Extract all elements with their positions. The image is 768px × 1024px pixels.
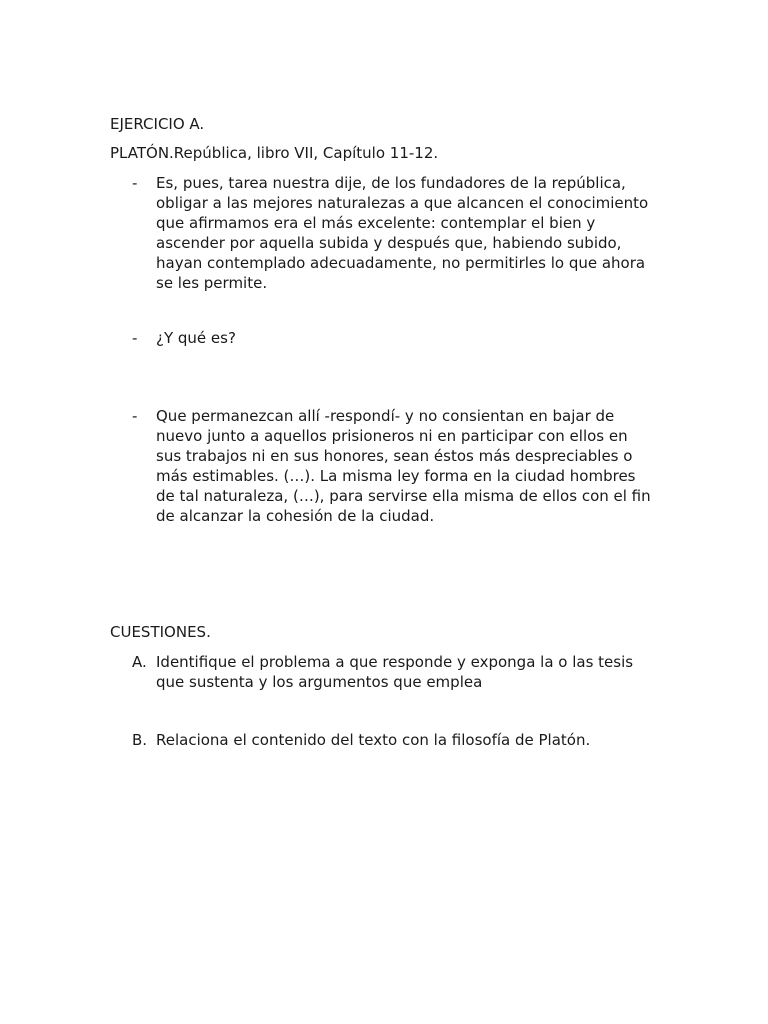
dash-bullet: -: [132, 407, 138, 425]
source-citation: PLATÓN.República, libro VII, Capítulo 11-12.: [110, 144, 439, 162]
dialogue-text: ¿Y qué es?: [156, 329, 236, 347]
question-text: Relaciona el contenido del texto con la filosofía de Platón.: [156, 731, 591, 749]
question-text: Identifique el problema a que responde y exponga la o las tesis que sustenta y los argumentos que emplea: [156, 653, 634, 691]
question-letter: A.: [132, 653, 147, 671]
dash-bullet: -: [132, 329, 138, 347]
questions-heading: CUESTIONES.: [110, 623, 211, 641]
exercise-heading: EJERCICIO A.: [110, 115, 205, 133]
dash-bullet: -: [132, 174, 138, 192]
dialogue-text: Que permanezcan allí -respondí- y no consientan en bajar de nuevo junto a aquellos prisioneros ni en participar con ellos en sus trabajos ni en sus honores, sean éstos más despreciables o más estimables. (…). La misma ley forma en la ciudad hombres de tal naturaleza, (…), para servirse ella misma de ellos con el fin de alcanzar la cohesión de la ciudad.: [156, 407, 651, 525]
dialogue-text: Es, pues, tarea nuestra dije, de los fundadores de la república, obligar a las mejores naturalezas a que alcancen el conocimiento que afirmamos era el más excelente: contemplar el bien y ascender por aquella subida y después que, habiendo subido, hayan contemplado adecuadamente, no permitirles lo que ahora se les permite.: [156, 174, 649, 292]
question-letter: B.: [132, 731, 148, 749]
